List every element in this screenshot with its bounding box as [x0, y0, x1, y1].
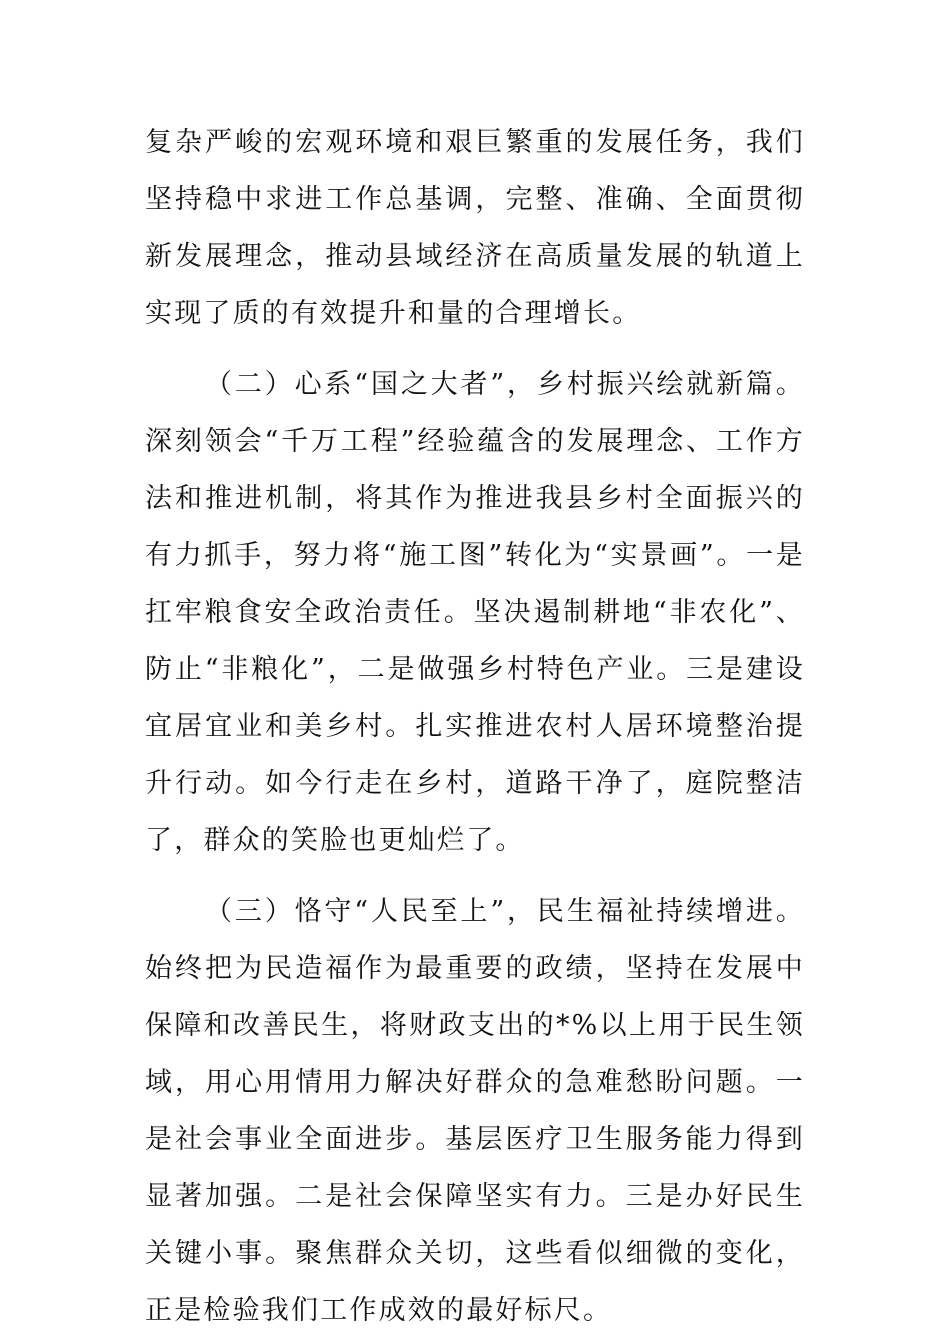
paragraph-continuation: 复杂严峻的宏观环境和艰巨繁重的发展任务，我们坚持稳中求进工作总基调，完整、准确、全面贯彻新发展理念，推动县域经济在高质量发展的轨道上实现了质的有效提升和量的合理增长。 — [145, 127, 805, 329]
document-body — [145, 114, 805, 1339]
paragraph-people-wellbeing: （三）恪守“人民至上”，民生福祉持续增进。始终把为民造福作为最重要的政绩，坚持在发展中保障和改善民生，将财政支出的*%以上用于民生领域，用心用情用力解决好群众的急难愁盼问题。一是社会事业全面进步。基层医疗卫生服务能力得到显著加强。二是社会保障坚实有力。三是办好民生关键小事。聚焦群众关切，这些看似细微的变化，正是检验我们工作成效的最好标尺。 — [145, 896, 805, 1326]
paragraph-rural-revitalization: （二）心系“国之大者”，乡村振兴绘就新篇。深刻领会“千万工程”经验蕴含的发展理念、工作方法和推进机制，将其作为推进我县乡村全面振兴的有力抓手，努力将“施工图”转化为“实景画”。一是扛牢粮食安全政治责任。坚决遏制耕地“非农化”、防止“非粮化”，二是做强乡村特色产业。三是建设宜居宜业和美乡村。扎实推进农村人居环境整治提升行动。如今行走在乡村，道路干净了，庭院整洁了，群众的笑脸也更灿烂了。 — [145, 369, 805, 856]
